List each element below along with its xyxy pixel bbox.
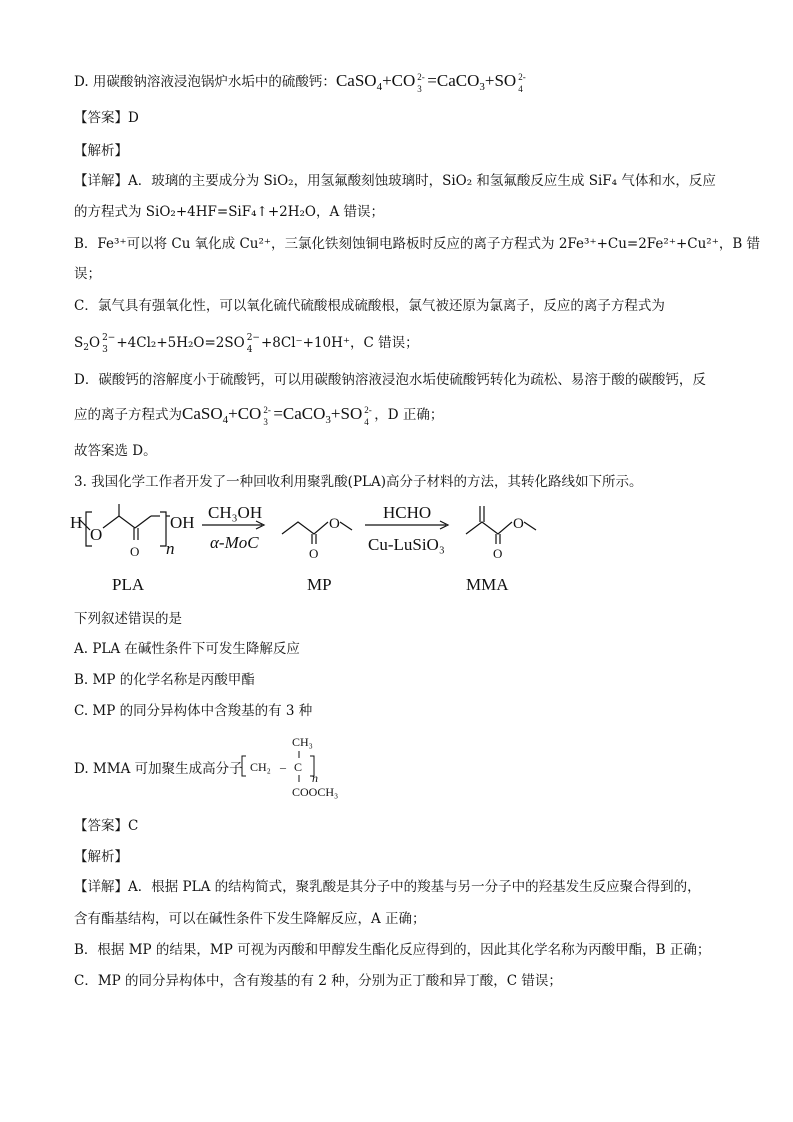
q3-question: 下列叙述错误的是 — [74, 611, 182, 627]
mma-carbonyl-o: O — [493, 546, 503, 561]
q2-detail-d-equation: CaSO$_4$+CO 2- 3 =CaCO$_3$+SO 2- 4 — [182, 404, 372, 427]
reagent1-top: CH₃OH — [208, 503, 263, 522]
q2-detail-b-line2: 误； — [74, 266, 101, 282]
q2-answer: 【答案】D — [74, 110, 139, 126]
q3-detail-b: B．根据 MP 的结果，MP 可视为丙酸和甲醇发生酯化反应得到的，因此其化学名称为丙酸甲酯，B 正确； — [74, 942, 711, 958]
reagent1-bottom: α-MoC — [210, 533, 259, 552]
polymer-c: C — [294, 760, 303, 774]
pla-oh: OH — [170, 513, 195, 532]
reagent2-top: HCHO — [383, 503, 432, 522]
q2-detail-a-line2: 的方程式为 SiO₂+4HF=SiF₄↑+2H₂O，A 错误； — [74, 204, 385, 220]
q2-conclusion: 故答案选 D。 — [74, 443, 157, 459]
mp-ester-o: O — [329, 516, 340, 532]
pla-o: O — [90, 525, 103, 544]
q3-option-b: B. MP 的化学名称是丙酸甲酯 — [74, 672, 255, 688]
q3-stem: 3. 我国化学工作者开发了一种回收利用聚乳酸(PLA)高分子材料的方法，其转化路线如下所示。 — [74, 474, 643, 490]
q3-detail-a-line1: 【详解】A．根据 PLA 的结构简式，聚乳酸是其分子中的羧基与另一分子中的羟基发生反应聚合得到的， — [74, 879, 701, 895]
q3-option-c: C. MP 的同分异构体中含羧基的有 3 种 — [74, 703, 313, 719]
q2-detail-c-equation: $S_2O$ 2− 3 +4Cl₂+5H₂O=2SO 2− 4 +8Cl⁻+10H⁺，C 错误； — [74, 333, 419, 355]
q3-answer: 【答案】C — [74, 818, 139, 834]
pla-n: n — [166, 539, 175, 558]
mp-carbonyl-o: O — [309, 546, 319, 561]
q3-analysis-label: 【解析】 — [74, 849, 128, 865]
q2-option-d-text: D. 用碳酸钠溶液浸泡锅炉水垢中的硫酸钙： — [74, 74, 336, 90]
mma-polymer-structure — [240, 730, 370, 800]
pla-carbonyl-o: O — [130, 544, 140, 559]
q2-detail-b-line1: B．Fe³⁺可以将 Cu 氧化成 Cu²⁺，三氯化铁刻蚀铜电路板时反应的离子方程式为 2Fe³⁺+Cu=2Fe²⁺+Cu²⁺，B 错 — [74, 236, 761, 252]
label-pla: PLA — [112, 575, 145, 594]
q3-detail-c: C．MP 的同分异构体中，含有羧基的有 2 种，分别为正丁酸和异丁酸，C 错误； — [74, 973, 562, 989]
q2-detail-a-line1: 【详解】A．玻璃的主要成分为 SiO₂，用氢氟酸刻蚀玻璃时，SiO₂ 和氢氟酸反应生成 SiF₄ 气体和水，反应 — [74, 173, 716, 189]
q2-detail-c-line1: C．氯气具有强氧化性，可以氧化硫代硫酸根成硫酸根，氯气被还原为氯离子，反应的离子方程式为 — [74, 298, 665, 314]
polymer-n: n — [312, 771, 318, 785]
label-mp: MP — [307, 575, 332, 594]
pla-h: H — [70, 513, 83, 532]
q2-detail-d-line1: D．碳酸钙的溶解度小于硫酸钙，可以用碳酸钠溶液浸泡水垢使硫酸钙转化为疏松、易溶于酸的碳酸钙，反 — [74, 372, 706, 388]
q2-detail-d-line2: 应的离子方程式为CaSO$_4$+CO 2- 3 =CaCO$_3$+SO 2- 4 ，D 正确； — [74, 404, 444, 427]
polymer-ch2: CH₂ — [250, 760, 271, 774]
polymer-dash: – — [280, 760, 286, 774]
polymer-ch3: CH₃ — [292, 735, 313, 749]
q3-option-a: A. PLA 在碱性条件下可发生降解反应 — [74, 641, 300, 657]
q3-option-d: D. MMA 可加聚生成高分子 — [74, 761, 243, 777]
q2-analysis-label: 【解析】 — [74, 143, 128, 159]
label-mma: MMA — [466, 575, 509, 594]
polymer-cooch3: COOCH₃ — [292, 785, 339, 799]
reagent2-bottom: Cu-LuSiO₃ — [368, 535, 445, 554]
q2-option-d-equation: CaSO$_4$+CO 2- 3 =CaCO$_3$+SO 2- 4 — [335, 71, 526, 94]
mma-ester-o: O — [513, 516, 524, 532]
q2-option-d — [74, 72, 528, 96]
q3-detail-a-line2: 含有酯基结构，可以在碱性条件下发生降解反应，A 正确； — [74, 911, 426, 927]
q3-reaction-scheme — [70, 500, 630, 600]
